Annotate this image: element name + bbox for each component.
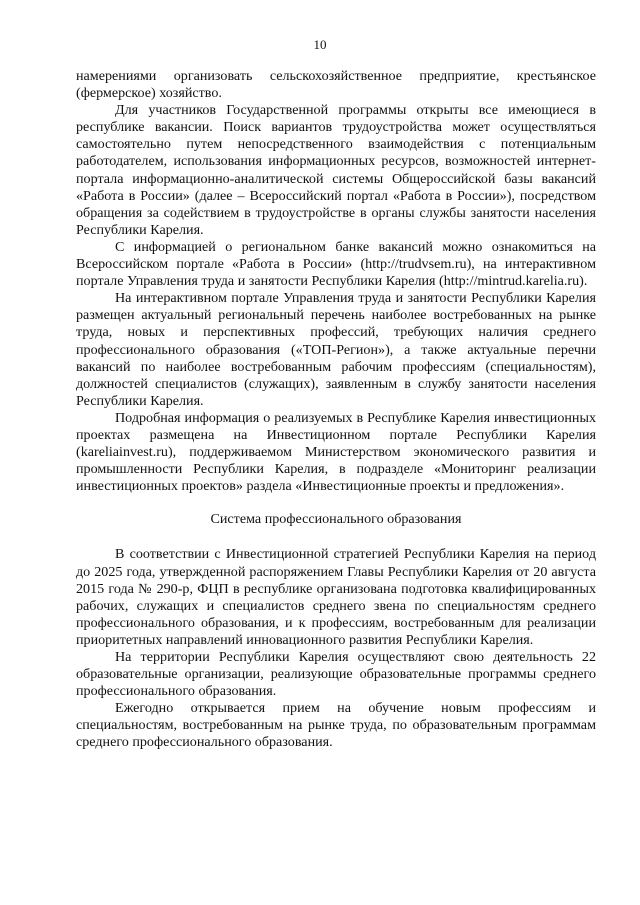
- paragraph-vacancies: Для участников Государственной программы открыты все имеющиеся в республике вакансии. Поиск вариантов трудоустройства может осуществляться самостоятельно путем непосредственного взаимодействия с потенциальным работодателем, использования информационных ресурсов, возможностей интернет-портала информационно-аналитической системы Общероссийской базы вакансий «Работа в России» (далее – Всероссийский портал «Работа в России»), посредством обращения за содействием в трудоустройстве в органы службы занятости населения Республики Карелия.: [76, 102, 596, 238]
- paragraph-regional-bank: С информацией о региональном банке вакансий можно ознакомиться на Всероссийском портале «Работа в России» (http://trudvsem.ru), на интерактивном портале Управления труда и занятости Республики Карелия (http://mintrud.karelia.ru).: [76, 238, 596, 290]
- page-number: 10: [313, 37, 327, 52]
- paragraph-educational-organizations: На территории Республики Карелия осуществляют свою деятельность 22 образовательные организации, реализующие образовательные программы среднего профессионального образования.: [76, 649, 596, 700]
- section-heading: Система профессионального образования: [210, 511, 462, 528]
- paragraph-investment-strategy: В соответствии с Инвестиционной стратегией Республики Карелия на период до 2025 года, утвержденной распоряжением Главы Республики Карелия от 20 августа 2015 года № 290-р, ФЦП в республике организована подготовка квалифицированных рабочих, служащих и специалистов среднего звена по специальностям среднего профессионального образования, и к профессиям, востребованным для реализации приоритетных направлений инновационного развития Республики Карелия.: [76, 546, 596, 648]
- document-body: [76, 68, 596, 752]
- paragraph-continuation: намерениями организовать сельскохозяйственное предприятие, крестьянское (фермерское) хозяйство.: [76, 68, 596, 102]
- paragraph-investment-info: Подробная информация о реализуемых в Республике Карелия инвестиционных проектах размещена на Инвестиционном портале Республики Карелия (kareliainvest.ru), поддерживаемом Министерством экономического развития и промышленности Республики Карелия, в подразделе «Мониторинг реализации инвестиционных проектов» раздела «Инвестиционные проекты и предложения».: [76, 409, 596, 495]
- paragraph-annual-admission: Ежегодно открывается прием на обучение новым профессиям и специальностям, востребованным на рынке труда, по образовательным программам среднего профессионального образования.: [76, 700, 596, 751]
- paragraph-interactive-portal: На интерактивном портале Управления труда и занятости Республики Карелия размещен актуальный региональный перечень наиболее востребованных на рынке труда, новых и перспективных профессий, требующих наличия среднего профессионального образования («ТОП-Регион»), а также актуальные перечни вакансий по наиболее востребованным рабочим профессиям (специальностям), должностей специалистов (служащих), заявленным в службу занятости населения Республики Карелия.: [76, 290, 596, 409]
